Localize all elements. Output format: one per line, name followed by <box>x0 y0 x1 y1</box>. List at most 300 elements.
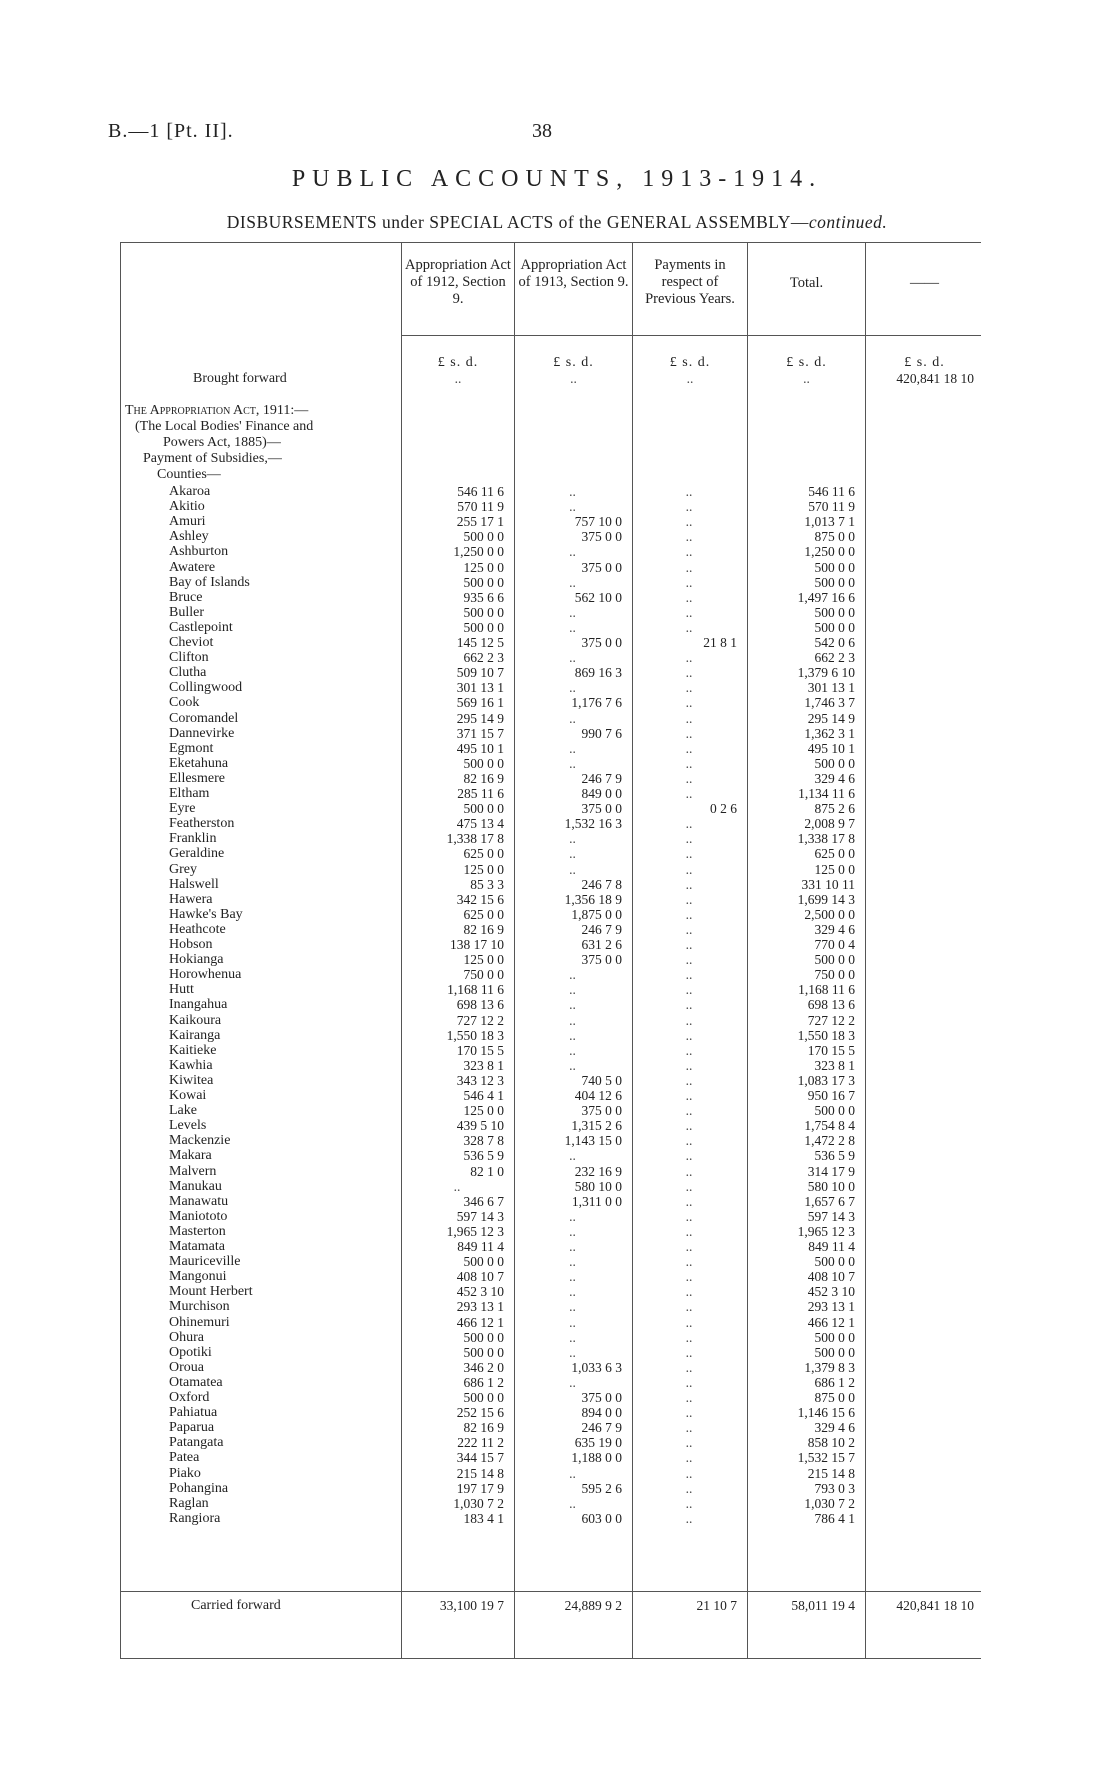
placeholder-dots: .. <box>685 1028 693 1043</box>
county-a1912-value: 408 10 7 <box>456 1269 504 1284</box>
county-total-value: 1,134 11 6 <box>798 786 855 801</box>
county-name: Castlepoint <box>169 620 233 635</box>
col-divider <box>865 243 866 1658</box>
placeholder-dots: .. <box>569 1466 576 1481</box>
placeholder-dots: .. <box>685 1133 693 1148</box>
county-total-value: 1,965 12 3 <box>797 1224 855 1239</box>
col-head-total: Total. <box>789 275 824 291</box>
placeholder-dots: .. <box>685 831 693 846</box>
county-a1912-value: 82 16 9 <box>463 771 504 786</box>
county-a1913-value: 562 10 0 <box>574 590 622 605</box>
county-total-value: 858 10 2 <box>807 1435 855 1450</box>
county-a1912-value: 475 13 4 <box>456 816 504 831</box>
section-act: The Appropriation Act, 1911:— <box>125 403 309 418</box>
county-total-value: 875 0 0 <box>814 529 855 544</box>
county-a1912-value: 536 5 9 <box>463 1148 504 1163</box>
county-total-value: 1,379 8 3 <box>804 1360 855 1375</box>
county-total-value: 295 14 9 <box>807 711 855 726</box>
county-a1912-value: 500 0 0 <box>463 529 504 544</box>
county-a1912-value: 1,250 0 0 <box>453 544 504 559</box>
county-a1913-value: 246 7 8 <box>581 877 622 892</box>
county-total-value: 1,362 3 1 <box>804 726 855 741</box>
placeholder-dots: .. <box>569 650 576 665</box>
county-name: Cook <box>169 695 200 710</box>
placeholder-dots: .. <box>685 1254 693 1269</box>
county-a1912-value: 255 17 1 <box>456 514 504 529</box>
placeholder-dots: .. <box>685 982 693 997</box>
county-a1913-value: 232 16 9 <box>574 1164 622 1179</box>
placeholder-dots: .. <box>685 605 693 620</box>
unit-label: £ s. d. <box>669 355 711 370</box>
county-name: Opotiki <box>169 1345 212 1360</box>
county-total-value: 1,699 14 3 <box>797 892 855 907</box>
county-a1912-value: 85 3 3 <box>470 877 504 892</box>
placeholder-dots: .. <box>685 741 693 756</box>
county-total-value: 1,497 16 6 <box>797 590 855 605</box>
placeholder-dots: .. <box>685 695 693 710</box>
section-line: Payment of Subsidies,— <box>143 451 282 466</box>
col-divider <box>747 243 748 1658</box>
county-a1912-value: 1,338 17 8 <box>446 831 504 846</box>
placeholder-dots: .. <box>685 1466 693 1481</box>
carried-total: 58,011 19 4 <box>791 1598 855 1613</box>
county-total-value: 293 13 1 <box>807 1299 855 1314</box>
placeholder-dots: .. <box>685 952 693 967</box>
placeholder-dots: .. <box>685 544 693 559</box>
placeholder-dots: .. <box>569 862 576 877</box>
county-a1912-value: 662 2 3 <box>463 650 504 665</box>
county-total-value: 452 3 10 <box>807 1284 855 1299</box>
placeholder-dots: .. <box>685 499 693 514</box>
placeholder-dots: .. <box>803 371 810 386</box>
county-total-value: 408 10 7 <box>807 1269 855 1284</box>
county-a1912-value: 569 16 1 <box>456 695 504 710</box>
county-total-value: 331 10 11 <box>801 877 855 892</box>
subtitle-italic: continued. <box>808 212 888 232</box>
county-a1912-value: 500 0 0 <box>463 1390 504 1405</box>
placeholder-dots: .. <box>685 1088 693 1103</box>
county-a1912-value: 125 0 0 <box>463 560 504 575</box>
placeholder-dots: .. <box>569 1299 576 1314</box>
county-a1912-value: 125 0 0 <box>463 952 504 967</box>
county-name: Collingwood <box>169 680 243 695</box>
county-name: Hawke's Bay <box>169 907 243 922</box>
county-a1913-value: 635 19 0 <box>574 1435 622 1450</box>
placeholder-dots: .. <box>685 1390 693 1405</box>
county-a1913-value: 894 0 0 <box>581 1405 622 1420</box>
county-name: Maniototo <box>169 1209 228 1224</box>
county-a1912-value: 346 2 0 <box>463 1360 504 1375</box>
col-divider <box>514 243 515 1658</box>
county-a1912-value: 1,030 7 2 <box>453 1496 504 1511</box>
county-name: Patangata <box>169 1435 224 1450</box>
county-name: Manawatu <box>169 1194 229 1209</box>
placeholder-dots: .. <box>685 1058 693 1073</box>
placeholder-dots: .. <box>685 937 693 952</box>
county-a1913-value: 375 0 0 <box>581 560 622 575</box>
county-total-value: 662 2 3 <box>814 650 855 665</box>
disbursements-table <box>120 242 981 1659</box>
county-a1912-value: 500 0 0 <box>463 620 504 635</box>
placeholder-dots: .. <box>685 1299 693 1314</box>
county-name: Masterton <box>169 1224 226 1239</box>
placeholder-dots: .. <box>454 371 462 386</box>
placeholder-dots: .. <box>685 846 693 861</box>
county-name: Hobson <box>169 937 213 952</box>
county-prev-value: 21 8 1 <box>703 635 737 650</box>
placeholder-dots: .. <box>685 1179 693 1194</box>
placeholder-dots: .. <box>685 1118 693 1133</box>
county-name: Awatere <box>169 560 216 575</box>
placeholder-dots: .. <box>569 1330 576 1345</box>
carried-previous: 21 10 7 <box>696 1598 737 1613</box>
unit-label: £ s. d. <box>437 355 479 370</box>
county-total-value: 1,338 17 8 <box>797 831 855 846</box>
county-a1913-value: 246 7 9 <box>581 771 622 786</box>
county-a1913-value: 1,356 18 9 <box>564 892 622 907</box>
county-a1913-value: 869 16 3 <box>574 665 622 680</box>
placeholder-dots: .. <box>685 771 693 786</box>
county-name: Clifton <box>169 650 209 665</box>
brought-forward-value: 420,841 18 10 <box>896 371 974 386</box>
placeholder-dots: .. <box>685 892 693 907</box>
county-name: Kiwitea <box>169 1073 214 1088</box>
county-total-value: 500 0 0 <box>814 560 855 575</box>
county-total-value: 536 5 9 <box>814 1148 855 1163</box>
placeholder-dots: .. <box>685 1043 693 1058</box>
county-name: Kawhia <box>169 1058 213 1073</box>
county-a1912-value: 82 1 0 <box>470 1164 504 1179</box>
placeholder-dots: .. <box>569 620 576 635</box>
county-total-value: 500 0 0 <box>814 620 855 635</box>
placeholder-dots: .. <box>685 1148 693 1163</box>
placeholder-dots: .. <box>685 680 693 695</box>
placeholder-dots: .. <box>685 726 693 741</box>
placeholder-dots: .. <box>685 997 693 1012</box>
county-total-value: 2,500 0 0 <box>804 907 855 922</box>
county-a1912-value: 346 6 7 <box>463 1194 504 1209</box>
placeholder-dots: .. <box>685 1013 693 1028</box>
carried-1912: 33,100 19 7 <box>439 1598 504 1613</box>
unit-label: £ s. d. <box>904 355 945 370</box>
placeholder-dots: .. <box>453 1179 461 1194</box>
placeholder-dots: .. <box>685 1315 693 1330</box>
county-name: Ellesmere <box>169 771 225 786</box>
county-total-value: 1,746 3 7 <box>804 695 855 710</box>
county-name: Bay of Islands <box>169 575 250 590</box>
county-a1913-value: 1,176 7 6 <box>571 695 622 710</box>
county-name: Hawera <box>169 892 213 907</box>
county-total-value: 875 0 0 <box>814 1390 855 1405</box>
placeholder-dots: .. <box>685 1103 693 1118</box>
placeholder-dots: .. <box>569 1224 576 1239</box>
county-total-value: 849 11 4 <box>808 1239 855 1254</box>
county-a1912-value: 138 17 10 <box>450 937 504 952</box>
placeholder-dots: .. <box>685 1224 693 1239</box>
county-total-value: 1,168 11 6 <box>798 982 855 997</box>
county-name: Halswell <box>169 877 219 892</box>
placeholder-dots: .. <box>569 741 576 756</box>
placeholder-dots: .. <box>685 877 693 892</box>
county-total-value: 542 0 6 <box>814 635 855 650</box>
county-total-value: 750 0 0 <box>814 967 855 982</box>
placeholder-dots: .. <box>685 1435 693 1450</box>
county-a1912-value: 170 15 5 <box>456 1043 504 1058</box>
placeholder-dots: .. <box>685 1511 693 1526</box>
county-a1912-value: 727 12 2 <box>456 1013 504 1028</box>
placeholder-dots: .. <box>685 560 693 575</box>
county-a1912-value: 125 0 0 <box>463 862 504 877</box>
county-a1913-value: 990 7 6 <box>581 726 622 741</box>
county-name: Levels <box>169 1118 207 1133</box>
county-a1912-value: 500 0 0 <box>463 575 504 590</box>
county-name: Kowai <box>169 1088 207 1103</box>
county-a1913-value: 375 0 0 <box>581 529 622 544</box>
county-total-value: 1,379 6 10 <box>797 665 855 680</box>
placeholder-dots: .. <box>685 862 693 877</box>
county-total-value: 1,550 18 3 <box>797 1028 855 1043</box>
county-total-value: 1,532 15 7 <box>797 1450 855 1465</box>
county-total-value: 466 12 1 <box>807 1315 855 1330</box>
placeholder-dots: .. <box>685 1194 693 1209</box>
county-a1912-value: 500 0 0 <box>463 605 504 620</box>
placeholder-dots: .. <box>685 1450 693 1465</box>
page-subtitle <box>0 212 1114 233</box>
placeholder-dots: .. <box>685 484 693 499</box>
county-total-value: 698 13 6 <box>807 997 855 1012</box>
carried-forward-label: Carried forward <box>191 1598 281 1613</box>
county-total-value: 329 4 6 <box>814 922 855 937</box>
placeholder-dots: .. <box>685 1209 693 1224</box>
placeholder-dots: .. <box>685 620 693 635</box>
placeholder-dots: .. <box>685 1164 693 1179</box>
county-name: Ohinemuri <box>169 1315 230 1330</box>
county-total-value: 323 8 1 <box>814 1058 855 1073</box>
county-name: Heathcote <box>169 922 226 937</box>
placeholder-dots: .. <box>569 1315 576 1330</box>
county-a1912-value: 698 13 6 <box>456 997 504 1012</box>
placeholder-dots: .. <box>685 514 693 529</box>
county-total-value: 500 0 0 <box>814 575 855 590</box>
county-total-value: 625 0 0 <box>814 846 855 861</box>
county-a1912-value: 323 8 1 <box>463 1058 504 1073</box>
county-total-value: 2,008 9 7 <box>804 816 855 831</box>
county-total-value: 770 0 4 <box>814 937 855 952</box>
county-name: Eyre <box>169 801 196 816</box>
placeholder-dots: .. <box>685 816 693 831</box>
county-name: Egmont <box>169 741 214 756</box>
county-name: Oxford <box>169 1390 210 1405</box>
county-a1912-value: 597 14 3 <box>456 1209 504 1224</box>
county-a1912-value: 495 10 1 <box>456 741 504 756</box>
county-name: Rangiora <box>169 1511 221 1526</box>
county-a1912-value: 252 15 6 <box>456 1405 504 1420</box>
placeholder-dots: .. <box>569 1148 576 1163</box>
county-name: Horowhenua <box>169 967 242 982</box>
county-a1912-value: 328 7 8 <box>463 1133 504 1148</box>
placeholder-dots: .. <box>685 1330 693 1345</box>
county-total-value: 786 4 1 <box>814 1511 855 1526</box>
unit-label: £ s. d. <box>786 355 827 370</box>
placeholder-dots: .. <box>685 1269 693 1284</box>
placeholder-dots: .. <box>569 484 576 499</box>
county-total-value: 580 10 0 <box>807 1179 855 1194</box>
county-a1912-value: 145 12 5 <box>456 635 504 650</box>
county-total-value: 1,472 2 8 <box>804 1133 855 1148</box>
county-a1913-value: 1,188 0 0 <box>571 1450 622 1465</box>
placeholder-dots: .. <box>570 371 577 386</box>
county-a1913-value: 580 10 0 <box>574 1179 622 1194</box>
county-a1912-value: 295 14 9 <box>456 711 504 726</box>
county-a1913-value: 375 0 0 <box>581 1103 622 1118</box>
county-a1912-value: 849 11 4 <box>457 1239 504 1254</box>
unit-label: £ s. d. <box>553 355 594 370</box>
county-a1912-value: 625 0 0 <box>463 907 504 922</box>
placeholder-dots: .. <box>569 575 576 590</box>
placeholder-dots: .. <box>569 1043 576 1058</box>
county-name: Oroua <box>169 1360 204 1375</box>
section-line: Powers Act, 1885)— <box>163 435 281 450</box>
placeholder-dots: .. <box>685 1420 693 1435</box>
county-a1913-value: 375 0 0 <box>581 952 622 967</box>
county-total-value: 500 0 0 <box>814 952 855 967</box>
county-a1912-value: 546 4 1 <box>463 1088 504 1103</box>
county-a1912-value: 215 14 8 <box>456 1466 504 1481</box>
placeholder-dots: .. <box>685 1481 693 1496</box>
placeholder-dots: .. <box>685 575 693 590</box>
county-a1912-value: 197 17 9 <box>456 1481 504 1496</box>
placeholder-dots: .. <box>685 711 693 726</box>
county-name: Paparua <box>169 1420 215 1435</box>
placeholder-dots: .. <box>685 1345 693 1360</box>
county-a1912-value: 125 0 0 <box>463 1103 504 1118</box>
placeholder-dots: .. <box>569 499 576 514</box>
county-a1912-value: 285 11 6 <box>457 786 504 801</box>
county-name: Manukau <box>169 1179 222 1194</box>
county-name: Raglan <box>169 1496 209 1511</box>
county-name: Pahiatua <box>169 1405 218 1420</box>
placeholder-dots: .. <box>685 1239 693 1254</box>
county-a1913-value: 740 5 0 <box>581 1073 622 1088</box>
county-name: Makara <box>169 1148 212 1163</box>
section-line: (The Local Bodies' Finance and <box>135 419 314 434</box>
placeholder-dots: .. <box>685 1496 693 1511</box>
placeholder-dots: .. <box>569 997 576 1012</box>
placeholder-dots: .. <box>569 1345 576 1360</box>
county-a1913-value: 849 0 0 <box>581 786 622 801</box>
placeholder-dots: .. <box>685 786 693 801</box>
county-a1913-value: 757 10 0 <box>574 514 622 529</box>
placeholder-dots: .. <box>569 1028 576 1043</box>
county-a1912-value: 466 12 1 <box>456 1315 504 1330</box>
county-a1912-value: 1,168 11 6 <box>447 982 504 997</box>
county-a1913-value: 246 7 9 <box>581 922 622 937</box>
county-name: Bruce <box>169 590 203 605</box>
placeholder-dots: .. <box>569 967 576 982</box>
placeholder-dots: .. <box>569 1375 576 1390</box>
county-name: Franklin <box>169 831 217 846</box>
county-a1912-value: 500 0 0 <box>463 801 504 816</box>
county-a1912-value: 1,965 12 3 <box>446 1224 504 1239</box>
county-name: Ohura <box>169 1330 204 1345</box>
county-name: Mangonui <box>169 1269 227 1284</box>
county-name: Ashley <box>169 529 209 544</box>
county-a1913-value: 595 2 6 <box>581 1481 622 1496</box>
county-name: Mackenzie <box>169 1133 231 1148</box>
carried-1913: 24,889 9 2 <box>564 1598 622 1613</box>
placeholder-dots: .. <box>569 544 576 559</box>
placeholder-dots: .. <box>685 1073 693 1088</box>
placeholder-dots: .. <box>569 1496 576 1511</box>
county-name: Mount Herbert <box>169 1284 253 1299</box>
county-total-value: 1,013 7 1 <box>804 514 855 529</box>
county-name: Inangahua <box>169 997 228 1012</box>
county-a1912-value: 183 4 1 <box>463 1511 504 1526</box>
county-a1913-value: 631 2 6 <box>581 937 622 952</box>
county-name: Hokianga <box>169 952 224 967</box>
carried-rule <box>121 1591 981 1592</box>
county-total-value: 950 16 7 <box>807 1088 855 1103</box>
county-total-value: 500 0 0 <box>814 1330 855 1345</box>
county-a1913-value: 1,532 16 3 <box>564 816 622 831</box>
county-a1913-value: 375 0 0 <box>581 801 622 816</box>
county-a1913-value: 375 0 0 <box>581 635 622 650</box>
placeholder-dots: .. <box>569 1209 576 1224</box>
carried-last: 420,841 18 10 <box>896 1598 974 1613</box>
placeholder-dots: .. <box>569 1269 576 1284</box>
brought-forward-label: Brought forward <box>193 371 287 386</box>
county-total-value: 1,030 7 2 <box>804 1496 855 1511</box>
county-a1912-value: 546 11 6 <box>457 484 504 499</box>
county-a1913-value: 1,311 0 0 <box>571 1194 622 1209</box>
county-a1912-value: 570 11 9 <box>457 499 504 514</box>
county-total-value: 215 14 8 <box>807 1466 855 1481</box>
county-a1913-value: 375 0 0 <box>581 1390 622 1405</box>
placeholder-dots: .. <box>569 680 576 695</box>
county-total-value: 1,250 0 0 <box>804 544 855 559</box>
placeholder-dots: .. <box>685 756 693 771</box>
page-title: PUBLIC ACCOUNTS, 1913-1914. <box>291 166 823 192</box>
placeholder-dots: .. <box>685 907 693 922</box>
county-a1912-value: 500 0 0 <box>463 756 504 771</box>
placeholder-dots: .. <box>569 1254 576 1269</box>
placeholder-dots: .. <box>569 1284 576 1299</box>
county-a1913-value: 1,033 6 3 <box>571 1360 622 1375</box>
placeholder-dots: .. <box>686 371 694 386</box>
county-a1912-value: 82 16 9 <box>463 1420 504 1435</box>
county-name: Dannevirke <box>169 726 235 741</box>
placeholder-dots: .. <box>685 922 693 937</box>
county-name: Buller <box>169 605 204 620</box>
county-total-value: 170 15 5 <box>807 1043 855 1058</box>
county-total-value: 793 0 3 <box>814 1481 855 1496</box>
county-total-value: 125 0 0 <box>814 862 855 877</box>
county-total-value: 329 4 6 <box>814 1420 855 1435</box>
placeholder-dots: .. <box>685 1405 693 1420</box>
county-a1912-value: 935 6 6 <box>463 590 504 605</box>
county-a1913-value: 246 7 9 <box>581 1420 622 1435</box>
county-total-value: 500 0 0 <box>814 756 855 771</box>
county-a1912-value: 342 15 6 <box>456 892 504 907</box>
county-name: Clutha <box>169 665 207 680</box>
county-name: Geraldine <box>169 846 225 861</box>
county-total-value: 500 0 0 <box>814 1103 855 1118</box>
county-name: Kaitieke <box>169 1043 217 1058</box>
county-a1912-value: 686 1 2 <box>463 1375 504 1390</box>
county-name: Featherston <box>169 816 235 831</box>
county-prev-value: 0 2 6 <box>710 801 737 816</box>
county-name: Akitio <box>169 499 205 514</box>
